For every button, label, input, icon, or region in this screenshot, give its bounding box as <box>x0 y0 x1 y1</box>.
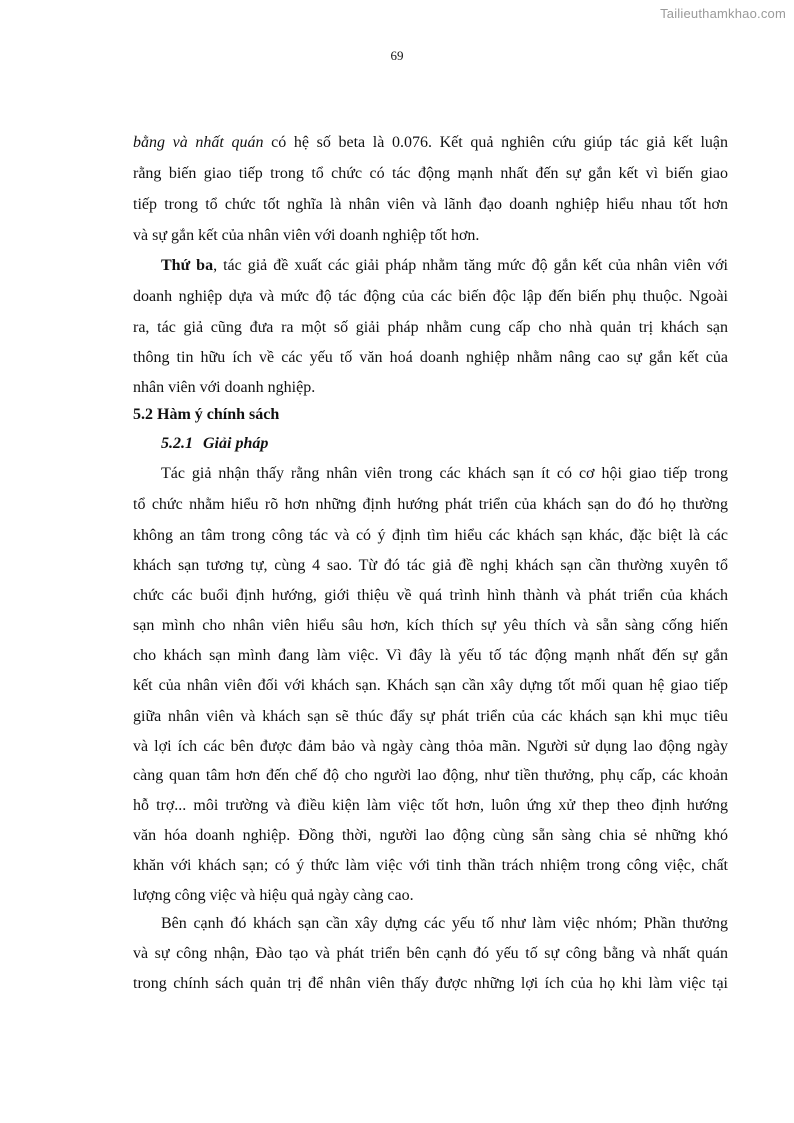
paragraph-line: cho khách sạn mình đang làm việc. Vì đây là yếu tố tác động mạnh nhất đến sự gắn <box>133 647 728 664</box>
paragraph-line: lượng công việc và hiệu quả ngày càng cao. <box>133 887 414 904</box>
subsection-title: Giải pháp <box>203 435 269 452</box>
paragraph-line: khăn với khách sạn; có ý thức làm việc với tinh thần trách nhiệm trong công việc, chất <box>133 857 728 874</box>
paragraph-line: chức các buổi định hướng, giới thiệu về quá trình hình thành và phát triển của khách <box>133 587 728 604</box>
paragraph-line: và sự công nhận, Đào tạo và phát triển bên cạnh đó yếu tố sự công bằng và nhất quán <box>133 945 728 962</box>
paragraph-line: khách sạn tương tự, cùng 4 sao. Từ đó tác giả đề nghị khách sạn cần thường xuyên tổ <box>133 557 728 574</box>
paragraph-line: và sự gắn kết của nhân viên với doanh nghiệp tốt hơn. <box>133 227 480 244</box>
paragraph-line: trong chính sách quản trị để nhân viên thấy được những lợi ích của họ khi làm việc tại <box>133 975 728 992</box>
paragraph-line: tổ chức nhằm hiểu rõ hơn những định hướng phát triển của khách sạn do đó họ thường <box>133 496 728 513</box>
paragraph-line: nhân viên với doanh nghiệp. <box>133 379 316 396</box>
paragraph-line: ra, tác giả cũng đưa ra một số giải pháp nhằm cung cấp cho nhà quản trị khách sạn <box>133 319 728 336</box>
section-heading: 5.2 Hàm ý chính sách <box>133 406 280 423</box>
paragraph-line <box>161 256 728 276</box>
paragraph-line: sạn mình cho nhân viên hiểu sâu hơn, kích thích sự yêu thích và sẵn sàng cống hiến <box>133 617 728 634</box>
text-run: , tác giả đề xuất các giải pháp nhằm tăng mức độ gắn kết của nhân viên với <box>213 257 728 274</box>
paragraph-line: văn hóa doanh nghiệp. Đồng thời, người lao động cùng sẵn sàng chia sẻ những khó <box>133 827 728 844</box>
paragraph-line: thông tin hữu ích về các yếu tố văn hoá doanh nghiệp nhằm nâng cao sự gắn kết của <box>133 349 728 366</box>
paragraph-line: giữa nhân viên và khách sạn sẽ thúc đẩy sự phát triển của các khách sạn khi mục tiêu <box>133 708 728 725</box>
watermark: Tailieuthamkhao.com <box>660 6 786 21</box>
bold-phrase: Thứ ba <box>161 257 214 274</box>
paragraph-line: Tác giả nhận thấy rằng nhân viên trong các khách sạn ít có cơ hội giao tiếp trong <box>161 465 728 482</box>
text-run: có hệ số beta là 0.076. Kết quả nghiên cứu giúp tác giả kết luận <box>263 134 729 151</box>
subsection-number: 5.2.1 <box>161 435 193 452</box>
paragraph-line: hỗ trợ... môi trường và điều kiện làm việc tốt hơn, luôn ứng xử thep theo định hướng <box>133 797 728 814</box>
paragraph-line: càng quan tâm hơn đến chế độ cho người lao động, như tiền thưởng, phụ cấp, các khoản <box>133 767 728 784</box>
italic-phrase: bằng và nhất quán <box>133 134 264 151</box>
subsection-heading <box>161 434 268 454</box>
paragraph-line: tiếp trong tổ chức tốt nghĩa là nhân viên và lãnh đạo doanh nghiệp hiểu nhau tốt hơn <box>133 196 728 213</box>
paragraph-line: kết của nhân viên đối với khách sạn. Khách sạn cần xây dựng tốt mối quan hệ giao tiếp <box>133 677 728 694</box>
paragraph-line <box>133 133 728 153</box>
paragraph-line: doanh nghiệp dựa và mức độ tác động của các biến độc lập đến biến phụ thuộc. Ngoài <box>133 288 728 305</box>
paragraph-line: Bên cạnh đó khách sạn cần xây dựng các yếu tố như làm việc nhóm; Phần thưởng <box>161 915 728 932</box>
paragraph-line: không an tâm trong công tác và có ý định tìm hiểu các khách sạn khác, đặc biệt là các <box>133 527 728 544</box>
paragraph-line: và lợi ích các bên được đảm bảo và ngày càng thỏa mãn. Người sử dụng lao động ngày <box>133 738 728 755</box>
page-number: 69 <box>390 48 404 63</box>
paragraph-line: rằng biến giao tiếp trong tổ chức có tác động mạnh nhất đến sự gắn kết vì biến giao <box>133 165 728 182</box>
